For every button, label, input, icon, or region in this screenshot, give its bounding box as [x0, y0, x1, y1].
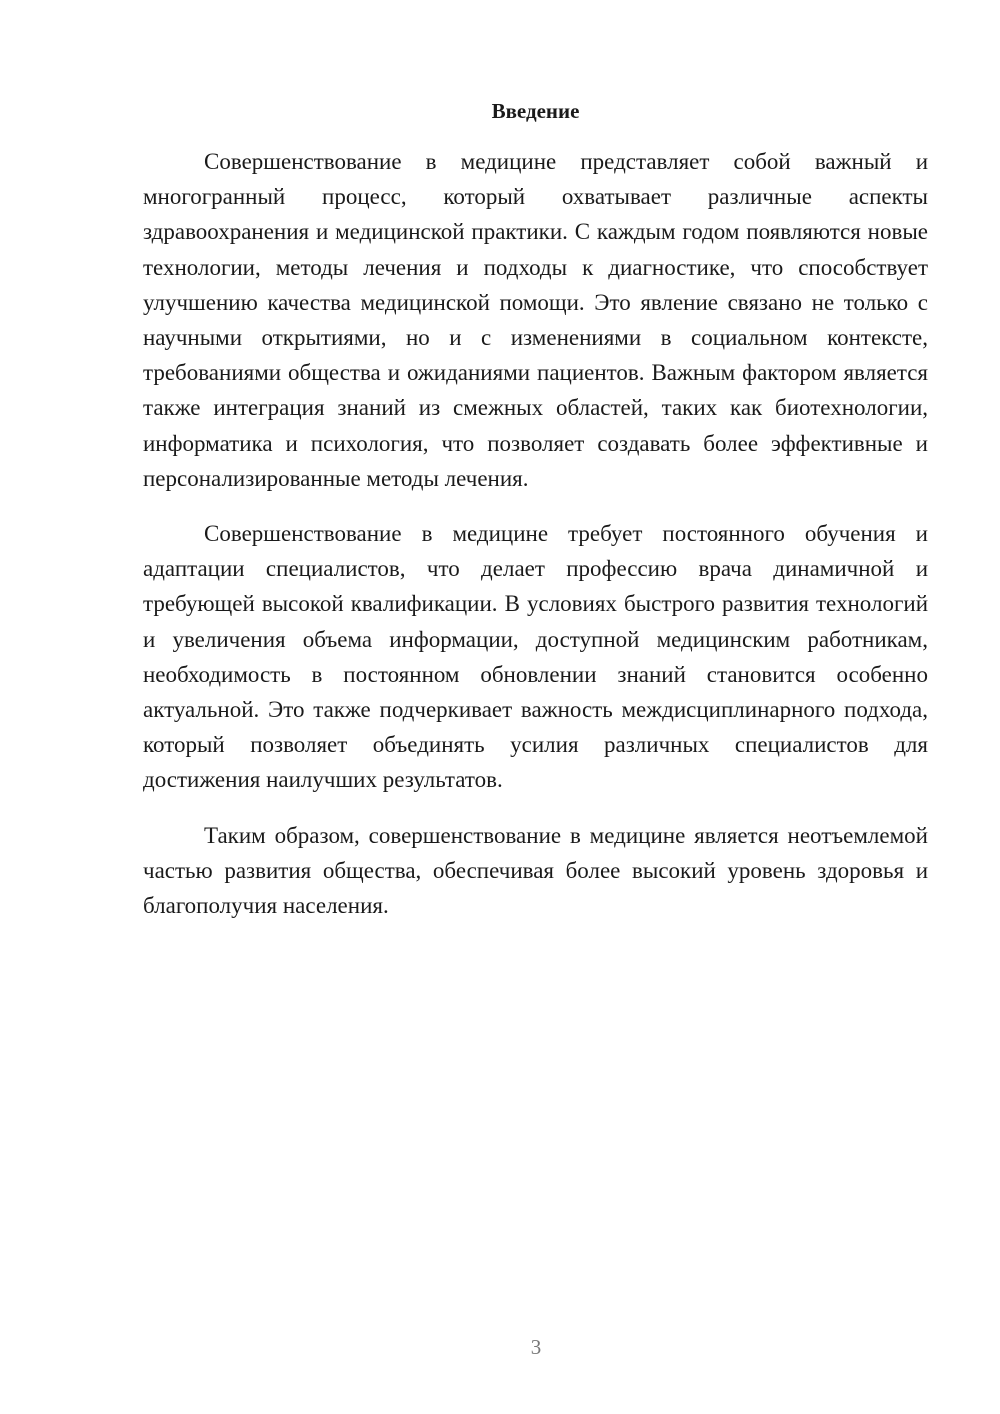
- paragraph-1: Совершенствование в медицине представляет собой важный и многогранный процесс, который охватывает различные аспекты здравоохранения и медицинской практики. С каждым годом появляются новые технологии, методы лечения и подходы к диагностике, что способствует улучшению качества медицинской помощи. Это явление связано не только с научными открытиями, но и с изменениями в социальном контексте, требованиями общества и ожиданиями пациентов. Важным фактором является также интеграция знаний из смежных областей, таких как биотехнологии, информатика и психология, что позволяет создавать более эффективные и персонализированные методы лечения.: [143, 149, 928, 491]
- paragraph-2: Совершенствование в медицине требует постоянного обучения и адаптации специалистов, что делает профессию врача динамичной и требующей высокой квалификации. В условиях быстрого развития технологий и увеличения объема информации, доступной медицинским работникам, необходимость в постоянном обновлении знаний становится особенно актуальной. Это также подчеркивает важность междисциплинарного подхода, который позволяет объединять усилия различных специалистов для достижения наилучших результатов.: [143, 521, 928, 793]
- paragraph-3: Таким образом, совершенствование в медицине является неотъемлемой частью развития общества, обеспечивая более высокий уровень здоровья и благополучия населения.: [143, 822, 928, 919]
- page-number: 3: [530, 1335, 542, 1359]
- section-title: Введение: [491, 99, 580, 123]
- page-content: [143, 98, 928, 923]
